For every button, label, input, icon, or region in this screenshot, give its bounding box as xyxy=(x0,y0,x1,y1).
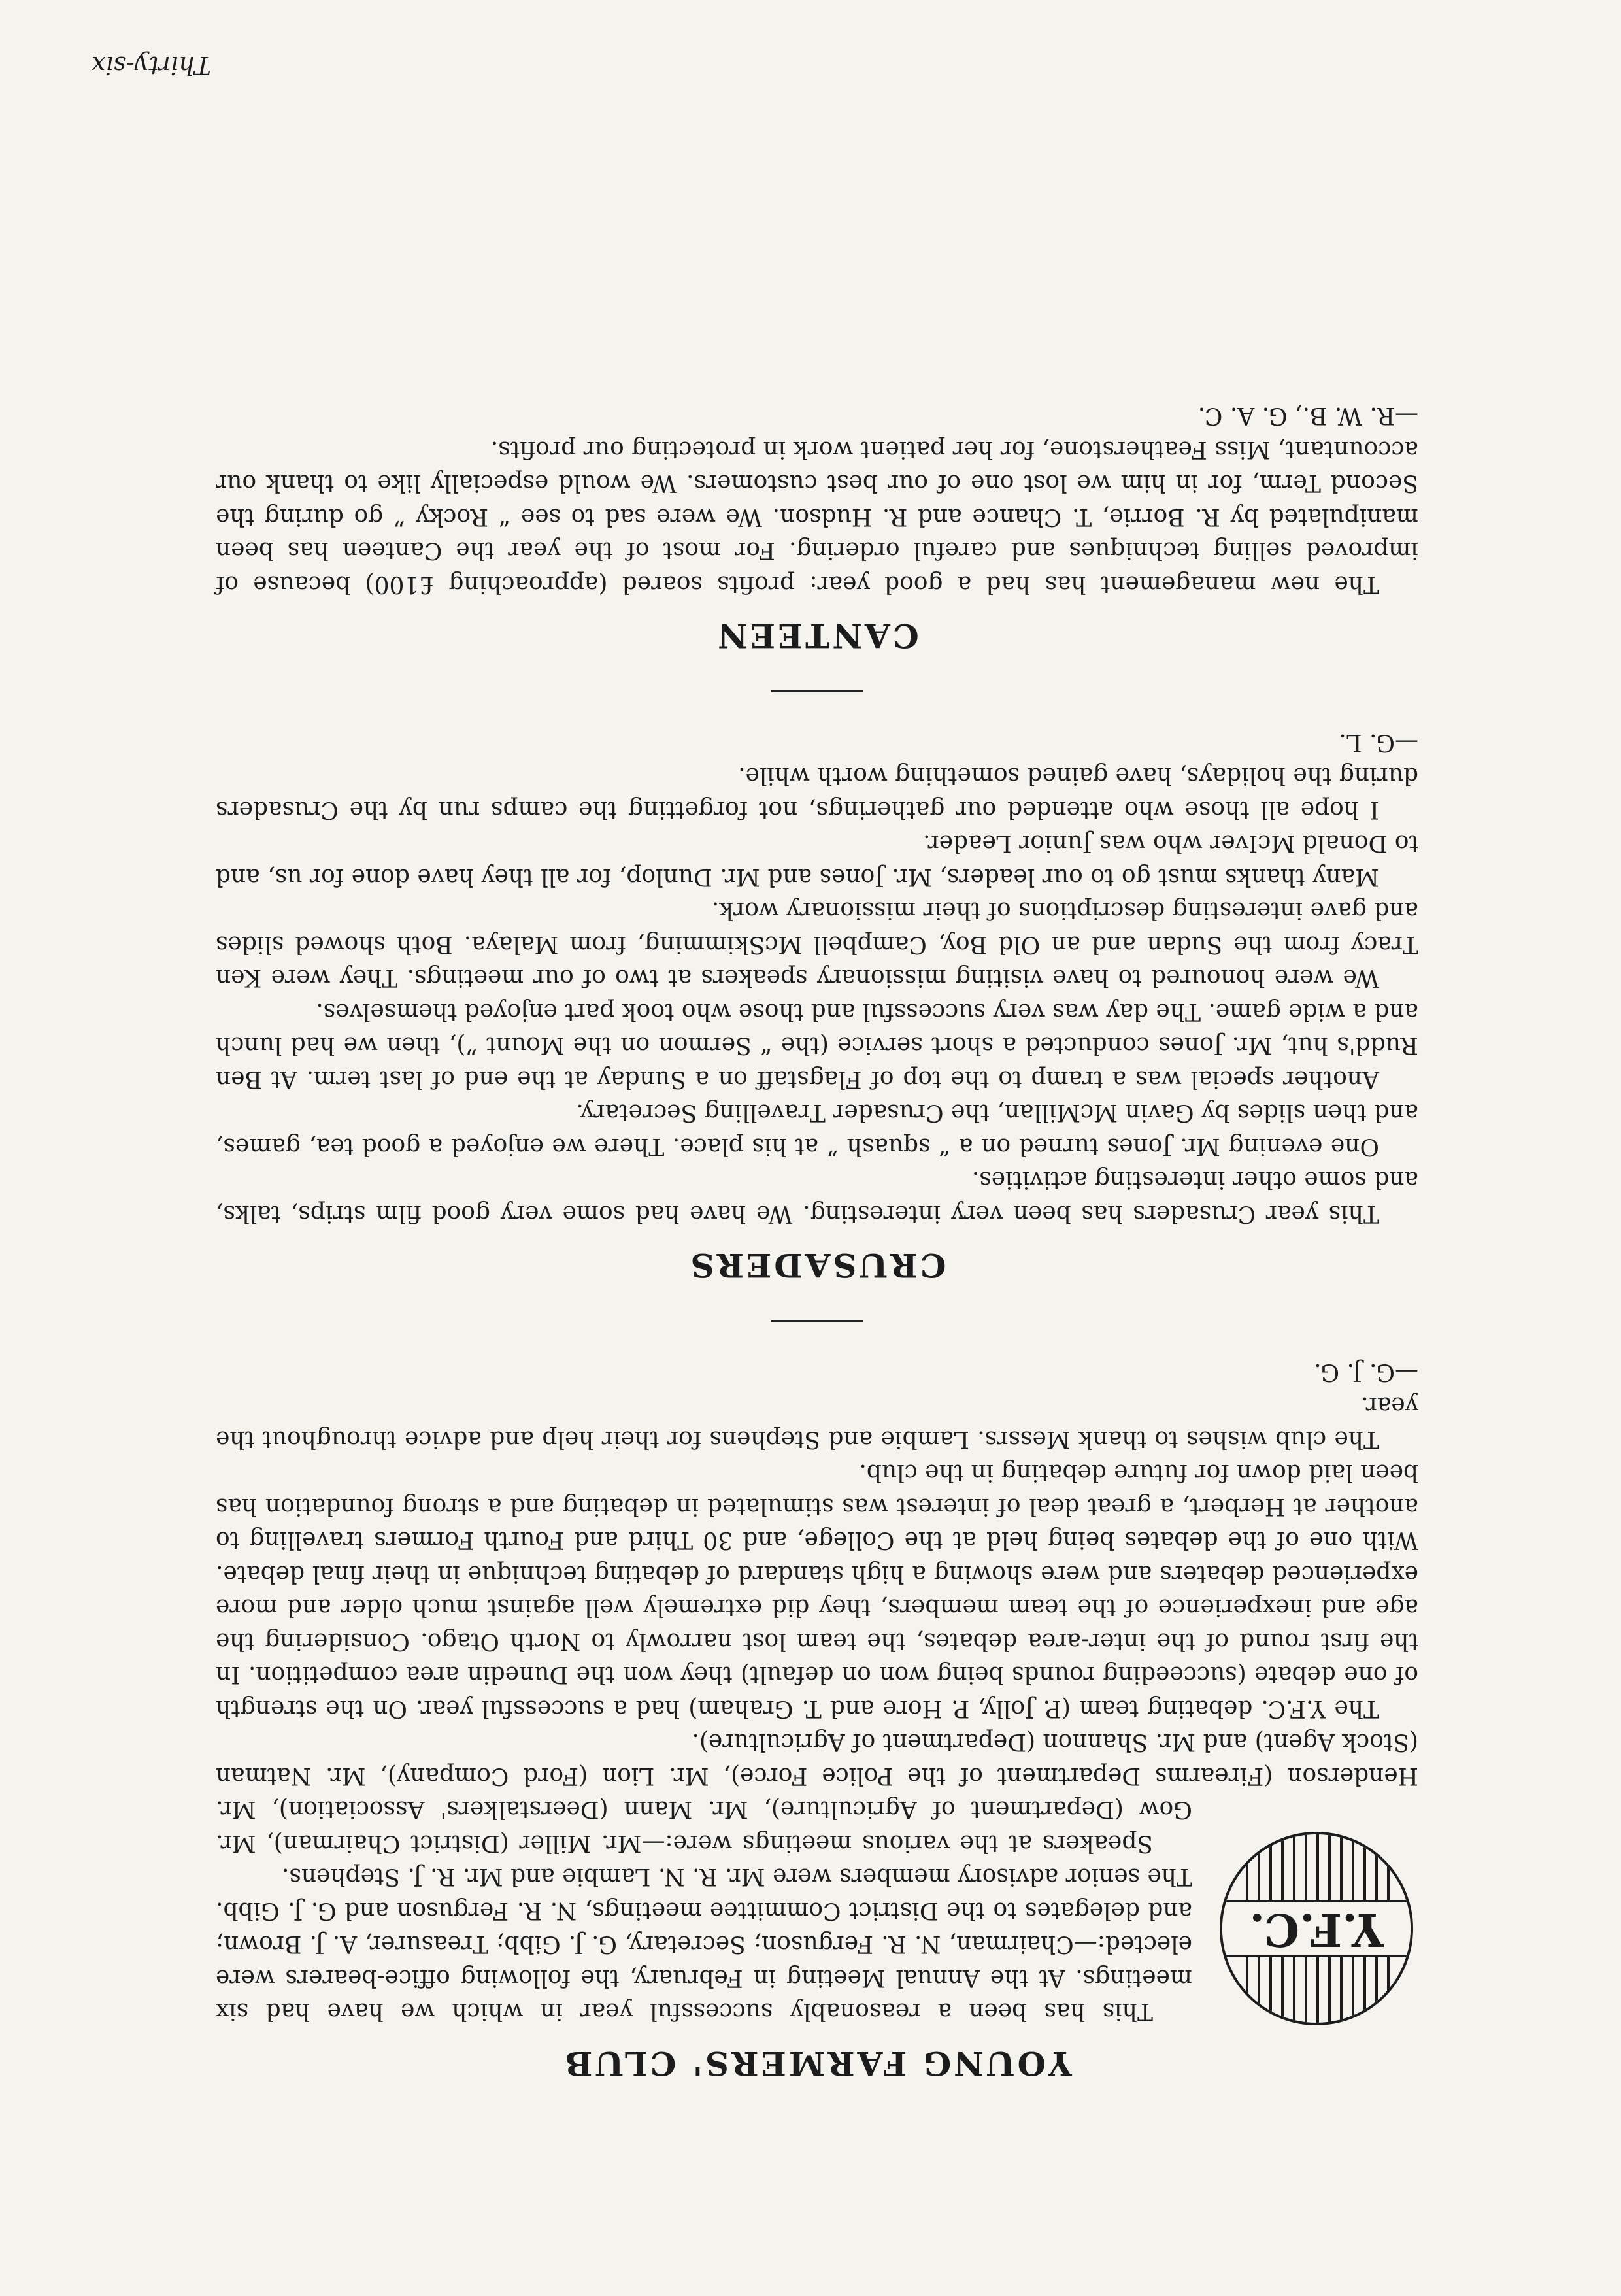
yfc-paragraph-3: The Y.F.C. debating team (P. Jolly, P. Hore and T. Graham) had a successful year. On the strength of one debate (succeeding rounds being won on default) they won the Dunedin area competition. In the first round of the inter-area debates, the team lost narrowly to North Otago. Considering the age and inexperience of the team members, they did extremely well against much older and more experienced debaters and were showing a high standard of debating technique in their final debate. With one of the debates being held at the College, and 30 Third and Fourth Formers travelling to another at Herbert, a great deal of interest was stimulated in debating and a strong foundation has been laid down for future debating in the club. xyxy=(216,1459,1418,1722)
yfc-paragraph-2: Speakers at the various meetings were:—Mr. Miller (District Chairman), Mr. Gow (Department of Agriculture), Mr. Mann (Deerstalkers' Association), Mr. Henderson (Firearms Department of the Police Force), Mr. Lion (Ford Company), Mr. Natman (Stock Agent) and Mr. Shannon (Department of Agriculture). xyxy=(216,1729,1418,1857)
yfc-logo-text: Y.F.C. xyxy=(1249,1903,1384,1956)
crusaders-signature: —G. L. xyxy=(1339,729,1418,756)
crusaders-paragraph-3: Another special was a tramp to the top of Flagstaff on a Sunday at the end of last term. At Ben Rudd's hut, Mr. Jones conducted a short service (the “ Sermon on the Mount ”), then we had lunch and a wide game. The day was very successful and those who took part enjoyed themselves. xyxy=(216,998,1418,1092)
canteen-paragraph-1: The new management has had a good year: profits soared (approaching £100) because of improved selling techniques and careful ordering. For most of the year the Canteen has been manipulated by R. Borrie, T. Chance and R. Hudson. We were sad to see “ Rocky ” go during the Second Term, for in him we lost one of our best customers. We would especially like to thank our accountant, Miss Featherstone, for her patient work in protecting our profits. xyxy=(216,436,1418,598)
yfc-section xyxy=(216,1355,1418,2029)
section-divider xyxy=(771,691,863,693)
canteen-signature: —R. W. B., G. A. C. xyxy=(1197,402,1418,430)
canteen-heading: CANTEEN xyxy=(715,616,919,656)
yfc-paragraph-1: This has been a reasonably successful year in which we have had six meetings. At the Annual Meeting in February, the following office-bearers were elected:—Chairman, N. R. Ferguson; Secretary, G. J. Gibb; Treasurer, A. J. Brown; and delegates to the District Committee meetings, N. R. Ferguson and G. J. Gibb. The senior advisory members were Mr. R. N. Lambie and Mr. R. J. Stephens. xyxy=(216,1863,1192,2025)
crusaders-paragraph-2: One evening Mr. Jones turned on a “ squash ” at his place. There we enjoyed a good tea, games, and then slides by Gavin McMillan, the Crusader Travelling Secretary. xyxy=(216,1099,1418,1160)
page-content xyxy=(216,399,1418,2083)
crusaders-heading: CRUSADERS xyxy=(688,1246,946,1285)
crusaders-paragraph-6: I hope all those who attended our gatherings, not forgetting the camps run by the Crusaders during the holidays, have gained something worth while. xyxy=(216,762,1418,823)
crusaders-paragraph-4: We were honoured to have visiting missionary speakers at two of our meetings. They were Ken Tracy from the Sudan and an Old Boy, Campbell McSkimming, from Malaya. Both showed slides and gave interesting descriptions of their missionary work. xyxy=(216,897,1418,992)
yfc-heading: YOUNG FARMERS' CLUB xyxy=(562,2044,1072,2083)
section-divider xyxy=(771,1321,863,1323)
crusaders-paragraph-5: Many thanks must go to our leaders, Mr. Jones and Mr. Dunlop, for all they have done for us, and to Donald McIver who was Junior Leader. xyxy=(216,830,1418,890)
yfc-signature: —G. J. G. xyxy=(1314,1359,1418,1385)
yfc-paragraph-4: The club wishes to thank Messrs. Lambie and Stephens for their help and advice throughout the year. xyxy=(216,1392,1418,1453)
yfc-logo xyxy=(1218,1831,1414,2027)
page-number: Thirty-six xyxy=(92,51,211,80)
crusaders-paragraph-1: This year Crusaders has been very interesting. We have had some very good film strips, talks, and some other interesting activities. xyxy=(216,1166,1418,1227)
